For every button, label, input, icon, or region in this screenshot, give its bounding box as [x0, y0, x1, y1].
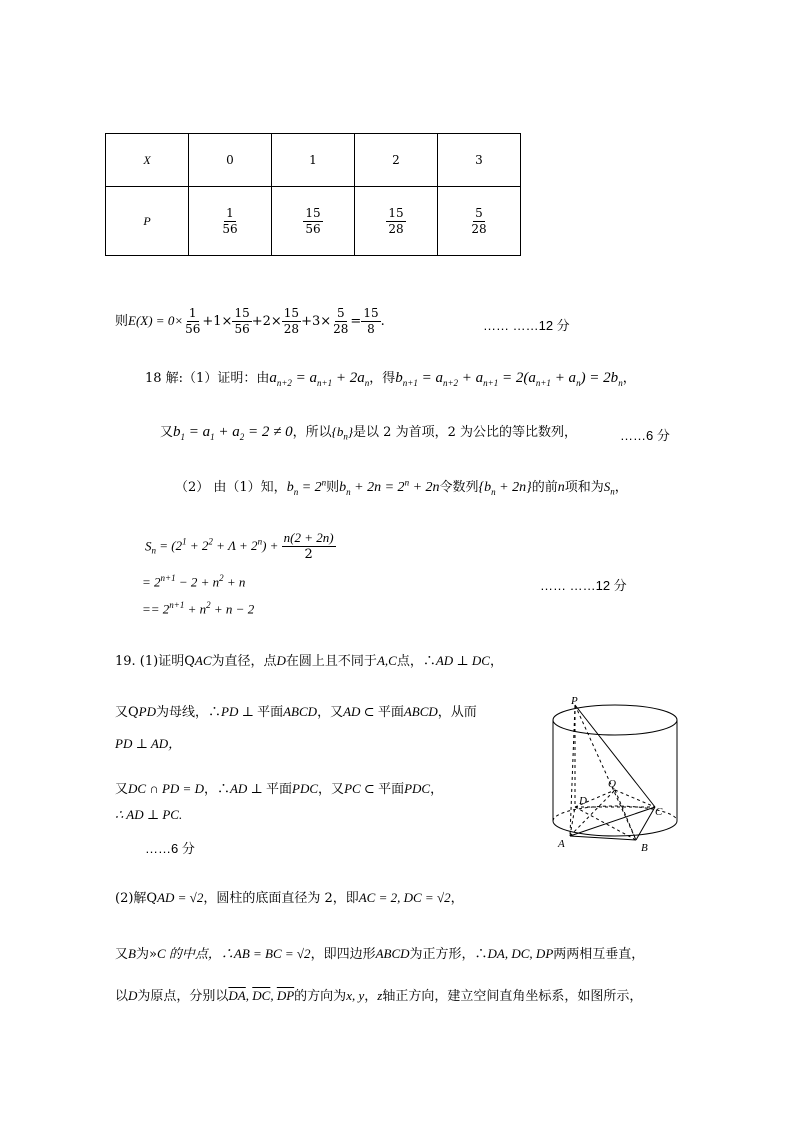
point-label-a: A	[558, 838, 565, 850]
q18-sum-line3: == $2^{n+1} + n^2 + n - 2$	[142, 600, 255, 617]
math: +3×	[301, 314, 332, 329]
score-label: …… ……12 分	[483, 318, 570, 333]
table-cell: X	[106, 134, 189, 187]
fraction: $\frac{15}{8}$	[363, 306, 379, 336]
fraction: $\frac{5}{28}$	[333, 306, 349, 336]
table-row	[106, 134, 521, 187]
q19-line3: PD ⊥ AD，	[115, 736, 182, 751]
segment-pb	[575, 705, 636, 840]
fraction: $\frac{1}{56}$	[222, 205, 238, 236]
table-cell	[272, 187, 355, 256]
q19-part2-line3: 以D为原点，分别以$\overline{DA}$, $\overline{DC}$, $\overline{DP}$的方向为x, y，z轴正方向，建立空间直角坐标系，如图所示，	[115, 988, 643, 1004]
point-label-q: Q	[608, 778, 616, 790]
point-label-p: P	[571, 695, 578, 707]
q18-sum-line1: $S_n = (2^1 + 2^2 + \Lambda + 2^n)$ + $\frac{n(2 + 2n)}{2}$	[145, 530, 334, 563]
table-row	[106, 187, 521, 256]
segment-ab	[570, 836, 636, 840]
q18-sum-line2: = $2^{n+1} - 2 + n^2 + n$	[142, 573, 246, 590]
point-label-d: D	[579, 795, 587, 807]
segment-pc	[575, 705, 655, 807]
cylinder-top-ellipse	[553, 705, 677, 735]
fraction: $\frac{5}{28}$	[471, 205, 487, 236]
table-cell: 1	[272, 134, 355, 187]
segment-aq	[570, 790, 615, 836]
q19-part2-line2: 又B为»C 的中点，∴AB = BC = √2，即四边形ABCD为正方形，∴DA, DC, DP两两相互垂直，	[115, 946, 645, 962]
segment-bc	[636, 807, 655, 840]
math: E(X) = 0×	[128, 313, 184, 328]
expectation-line	[115, 306, 385, 337]
segment-pa	[570, 705, 575, 836]
text: 则	[115, 314, 129, 329]
q18-line2: 又$b_1 = a_1 + a_2 = 2 \ne 0$，所以$\{b_n\}$是以 2 为首项，2 为公比的等比数列，	[160, 424, 577, 442]
q19-part2-line1: (2)解QAD = √2，圆柱的底面直径为 2，即AC = 2, DC = √2，	[115, 890, 464, 906]
q18-line3: （2） 由（1）知，$b_n = 2^n$则$b_n + 2n = 2^n + 2n$令数列$\{b_n + 2n\}$的前n项和为$S_n$，	[175, 477, 628, 497]
math: +1×	[202, 314, 233, 329]
segment-qc	[615, 790, 655, 807]
fraction: $\frac{15}{56}$	[234, 306, 250, 336]
math: +2×	[251, 314, 282, 329]
table-cell: P	[106, 187, 189, 256]
point-label-c: C	[655, 806, 663, 818]
q19-line1: 19. (1)证明QAC为直径，点D在圆上且不同于A,C点，∴AD ⊥ DC，	[115, 653, 503, 669]
fraction: $\frac{15}{56}$	[305, 205, 321, 236]
distribution-table	[105, 133, 521, 256]
score-label: ……6 分	[145, 841, 195, 856]
q18-line1: 18 解:（1）证明：由$a_{n+2} = a_{n+1} + 2a_n$，得$b_{n+1} = a_{n+2} + a_{n+1} = 2(a_{n+1} + a_n) = 2b_n$，	[145, 370, 636, 388]
fraction: $\frac{1}{56}$	[185, 306, 201, 336]
q19-line2: 又QPD为母线，∴PD ⊥ 平面ABCD，又AD ⊂ 平面ABCD，从而	[115, 704, 477, 720]
score-label: ……6 分	[620, 428, 670, 443]
q19-line4: 又DC ∩ PD = D，∴AD ⊥ 平面PDC，又PC ⊂ 平面PDC，	[115, 781, 444, 797]
table-cell	[189, 187, 272, 256]
point-label-b: B	[641, 842, 648, 854]
fraction: $\frac{15}{28}$	[283, 306, 300, 336]
cylinder-figure	[548, 695, 688, 855]
score-label: …… ……12 分	[540, 578, 627, 593]
table-cell	[355, 187, 438, 256]
math: .	[380, 314, 385, 329]
table-cell: 0	[189, 134, 272, 187]
table-cell	[438, 187, 521, 256]
table-cell: 2	[355, 134, 438, 187]
q19-line5: ∴ AD ⊥ PC.	[115, 807, 183, 822]
table-cell: 3	[438, 134, 521, 187]
fraction: $\frac{15}{28}$	[388, 205, 404, 236]
math: =	[350, 314, 362, 329]
